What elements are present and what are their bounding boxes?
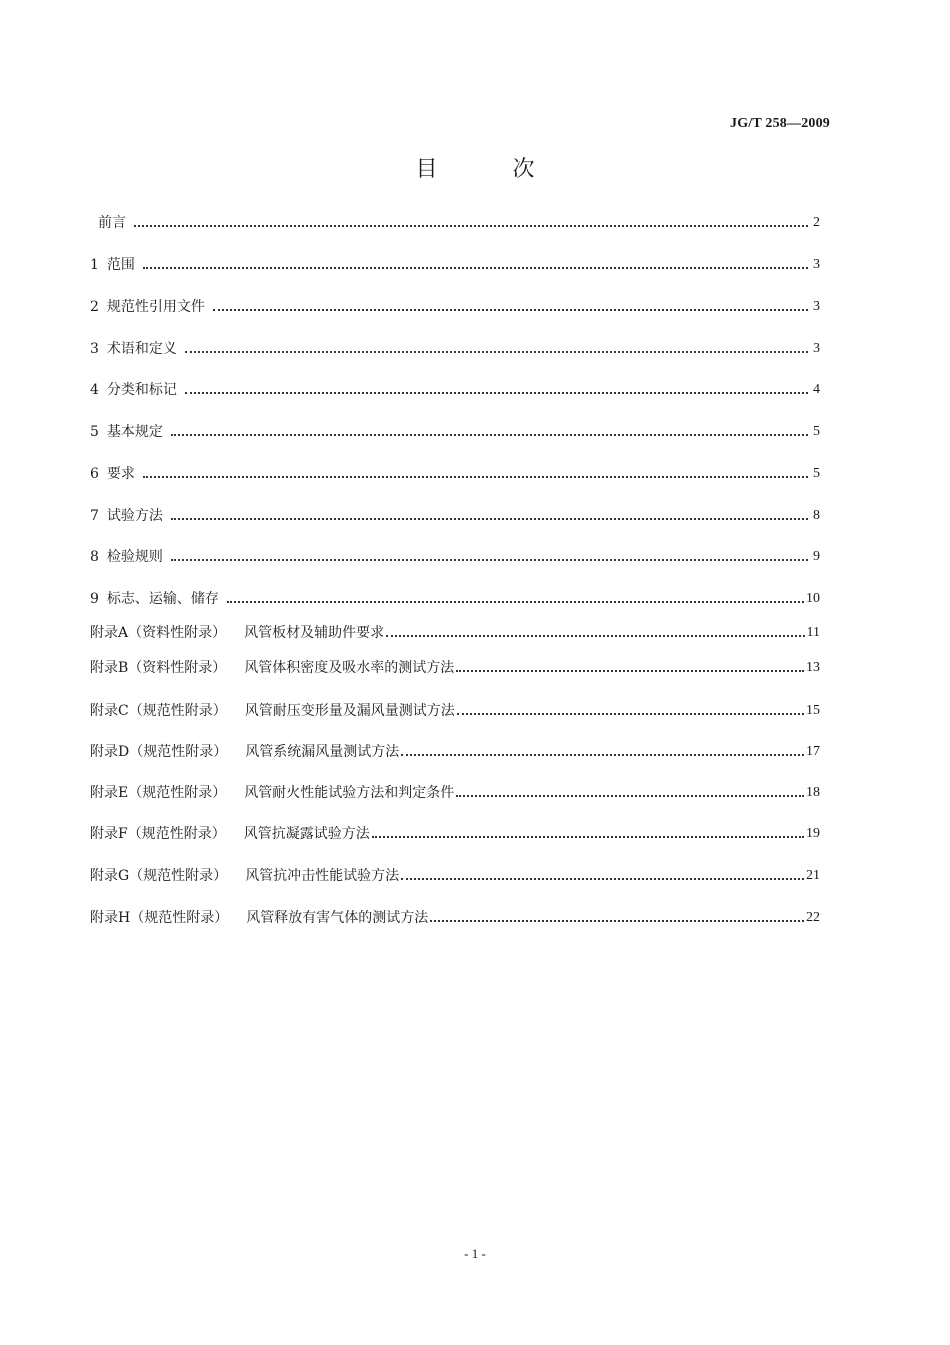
leader-dots — [171, 558, 808, 561]
toc-entry-7[interactable] — [90, 505, 820, 525]
toc-entry-page: 4 — [813, 382, 820, 397]
toc-appendix-h[interactable] — [90, 907, 820, 927]
toc-entry-number: 9 — [90, 591, 99, 607]
toc-appendix-label: 附录G（规范性附录） — [90, 868, 228, 884]
leader-dots — [171, 517, 808, 520]
toc-entry-page: 5 — [813, 466, 820, 481]
toc-entry-page: 3 — [813, 341, 820, 356]
toc-appendix-label: 附录D（规范性附录） — [90, 744, 228, 760]
toc-entry-page: 3 — [813, 299, 820, 314]
toc-entry-label: 试验方法 — [106, 508, 163, 524]
page-title: 目 次 — [415, 157, 569, 182]
leader-dots — [143, 475, 808, 478]
toc-entry-page: 5 — [813, 424, 820, 439]
toc-entry-page: 19 — [806, 826, 820, 841]
toc-entry-number: 4 — [90, 382, 99, 398]
toc-entry-2[interactable] — [90, 296, 820, 316]
toc-appendix-label: 附录H（规范性附录） — [90, 910, 229, 926]
toc-appendix-e[interactable] — [90, 782, 820, 802]
toc-entry-page: 8 — [813, 508, 820, 523]
toc-entry-label: 风管体积密度及吸水率的测试方法 — [244, 660, 455, 676]
leader-dots — [386, 634, 804, 637]
toc-entry-page: 22 — [806, 910, 820, 925]
toc-entry-label: 风管抗凝露试验方法 — [243, 826, 370, 842]
toc-entry-foreword[interactable] — [90, 212, 820, 232]
toc-entry-page: 3 — [813, 257, 820, 272]
toc-entry-page: 18 — [806, 785, 820, 800]
toc-entry-page: 13 — [806, 660, 820, 675]
toc-entry-8[interactable] — [90, 546, 820, 566]
standard-code: JG/T 258—2009 — [730, 116, 830, 131]
toc-entry-number: 3 — [90, 341, 99, 357]
leader-dots — [185, 391, 808, 394]
toc-entry-number: 2 — [90, 299, 99, 315]
toc-entry-label: 标志、运输、储存 — [106, 591, 219, 607]
toc-appendix-b[interactable] — [90, 657, 820, 677]
leader-dots — [171, 433, 808, 436]
toc-entry-label: 术语和定义 — [106, 341, 177, 357]
toc-entry-5[interactable] — [90, 421, 820, 441]
toc-entry-page: 15 — [806, 703, 820, 718]
leader-dots — [430, 919, 804, 922]
toc-entry-label: 要求 — [106, 466, 135, 482]
leader-dots — [227, 600, 804, 603]
toc-entry-page: 17 — [806, 744, 820, 759]
toc-entry-label: 风管板材及辅助件要求 — [244, 625, 385, 641]
leader-dots — [457, 712, 804, 715]
leader-dots — [134, 224, 808, 227]
toc-entry-label: 分类和标记 — [106, 382, 177, 398]
toc-appendix-label: 附录B（资料性附录） — [90, 660, 227, 676]
toc-entry-number: 8 — [90, 549, 99, 565]
toc-entry-label: 检验规则 — [106, 549, 163, 565]
toc-entry-page: 21 — [806, 868, 820, 883]
toc-appendix-f[interactable] — [90, 823, 820, 843]
toc-entry-number: 6 — [90, 466, 99, 482]
toc-appendix-d[interactable] — [90, 741, 820, 761]
leader-dots — [456, 669, 804, 672]
toc-appendix-g[interactable] — [90, 865, 820, 885]
toc-entry-4[interactable] — [90, 379, 820, 399]
page-number: - 1 - — [464, 1246, 486, 1261]
leader-dots — [456, 794, 804, 797]
toc-appendix-label: 附录E（规范性附录） — [90, 785, 227, 801]
toc-entry-label: 范围 — [106, 257, 135, 273]
toc-entry-label: 基本规定 — [106, 424, 163, 440]
leader-dots — [372, 835, 804, 838]
toc-entry-6[interactable] — [90, 463, 820, 483]
leader-dots — [143, 266, 808, 269]
toc-entry-label: 风管耐压变形量及漏风量测试方法 — [244, 703, 455, 719]
leader-dots — [213, 308, 808, 311]
toc-entry-3[interactable] — [90, 338, 820, 358]
toc-entry-number: 7 — [90, 508, 99, 524]
leader-dots — [185, 350, 808, 353]
toc-entry-label: 风管抗冲击性能试验方法 — [245, 868, 400, 884]
toc-appendix-c[interactable] — [90, 700, 820, 720]
toc-entry-label: 风管释放有害气体的测试方法 — [246, 910, 429, 926]
toc-entry-9[interactable] — [90, 588, 820, 608]
toc-entry-label: 前言 — [98, 215, 126, 231]
toc-appendix-label: 附录A（资料性附录） — [90, 625, 227, 641]
toc-entry-page: 10 — [806, 591, 820, 606]
toc-appendix-a[interactable] — [90, 622, 820, 642]
toc-entry-number: 5 — [90, 424, 99, 440]
toc-appendix-label: 附录F（规范性附录） — [90, 826, 226, 842]
leader-dots — [401, 877, 804, 880]
leader-dots — [401, 753, 804, 756]
toc-entry-page: 9 — [813, 549, 820, 564]
toc-entry-page: 11 — [806, 625, 820, 640]
toc-entry-label: 风管耐火性能试验方法和判定条件 — [244, 785, 455, 801]
toc-entry-number: 1 — [90, 257, 99, 273]
toc-entry-page: 2 — [813, 215, 820, 230]
toc-entry-1[interactable] — [90, 254, 820, 274]
toc-entry-label: 风管系统漏风量测试方法 — [245, 744, 400, 760]
toc-entry-label: 规范性引用文件 — [106, 299, 205, 315]
toc-appendix-label: 附录C（规范性附录） — [90, 703, 227, 719]
